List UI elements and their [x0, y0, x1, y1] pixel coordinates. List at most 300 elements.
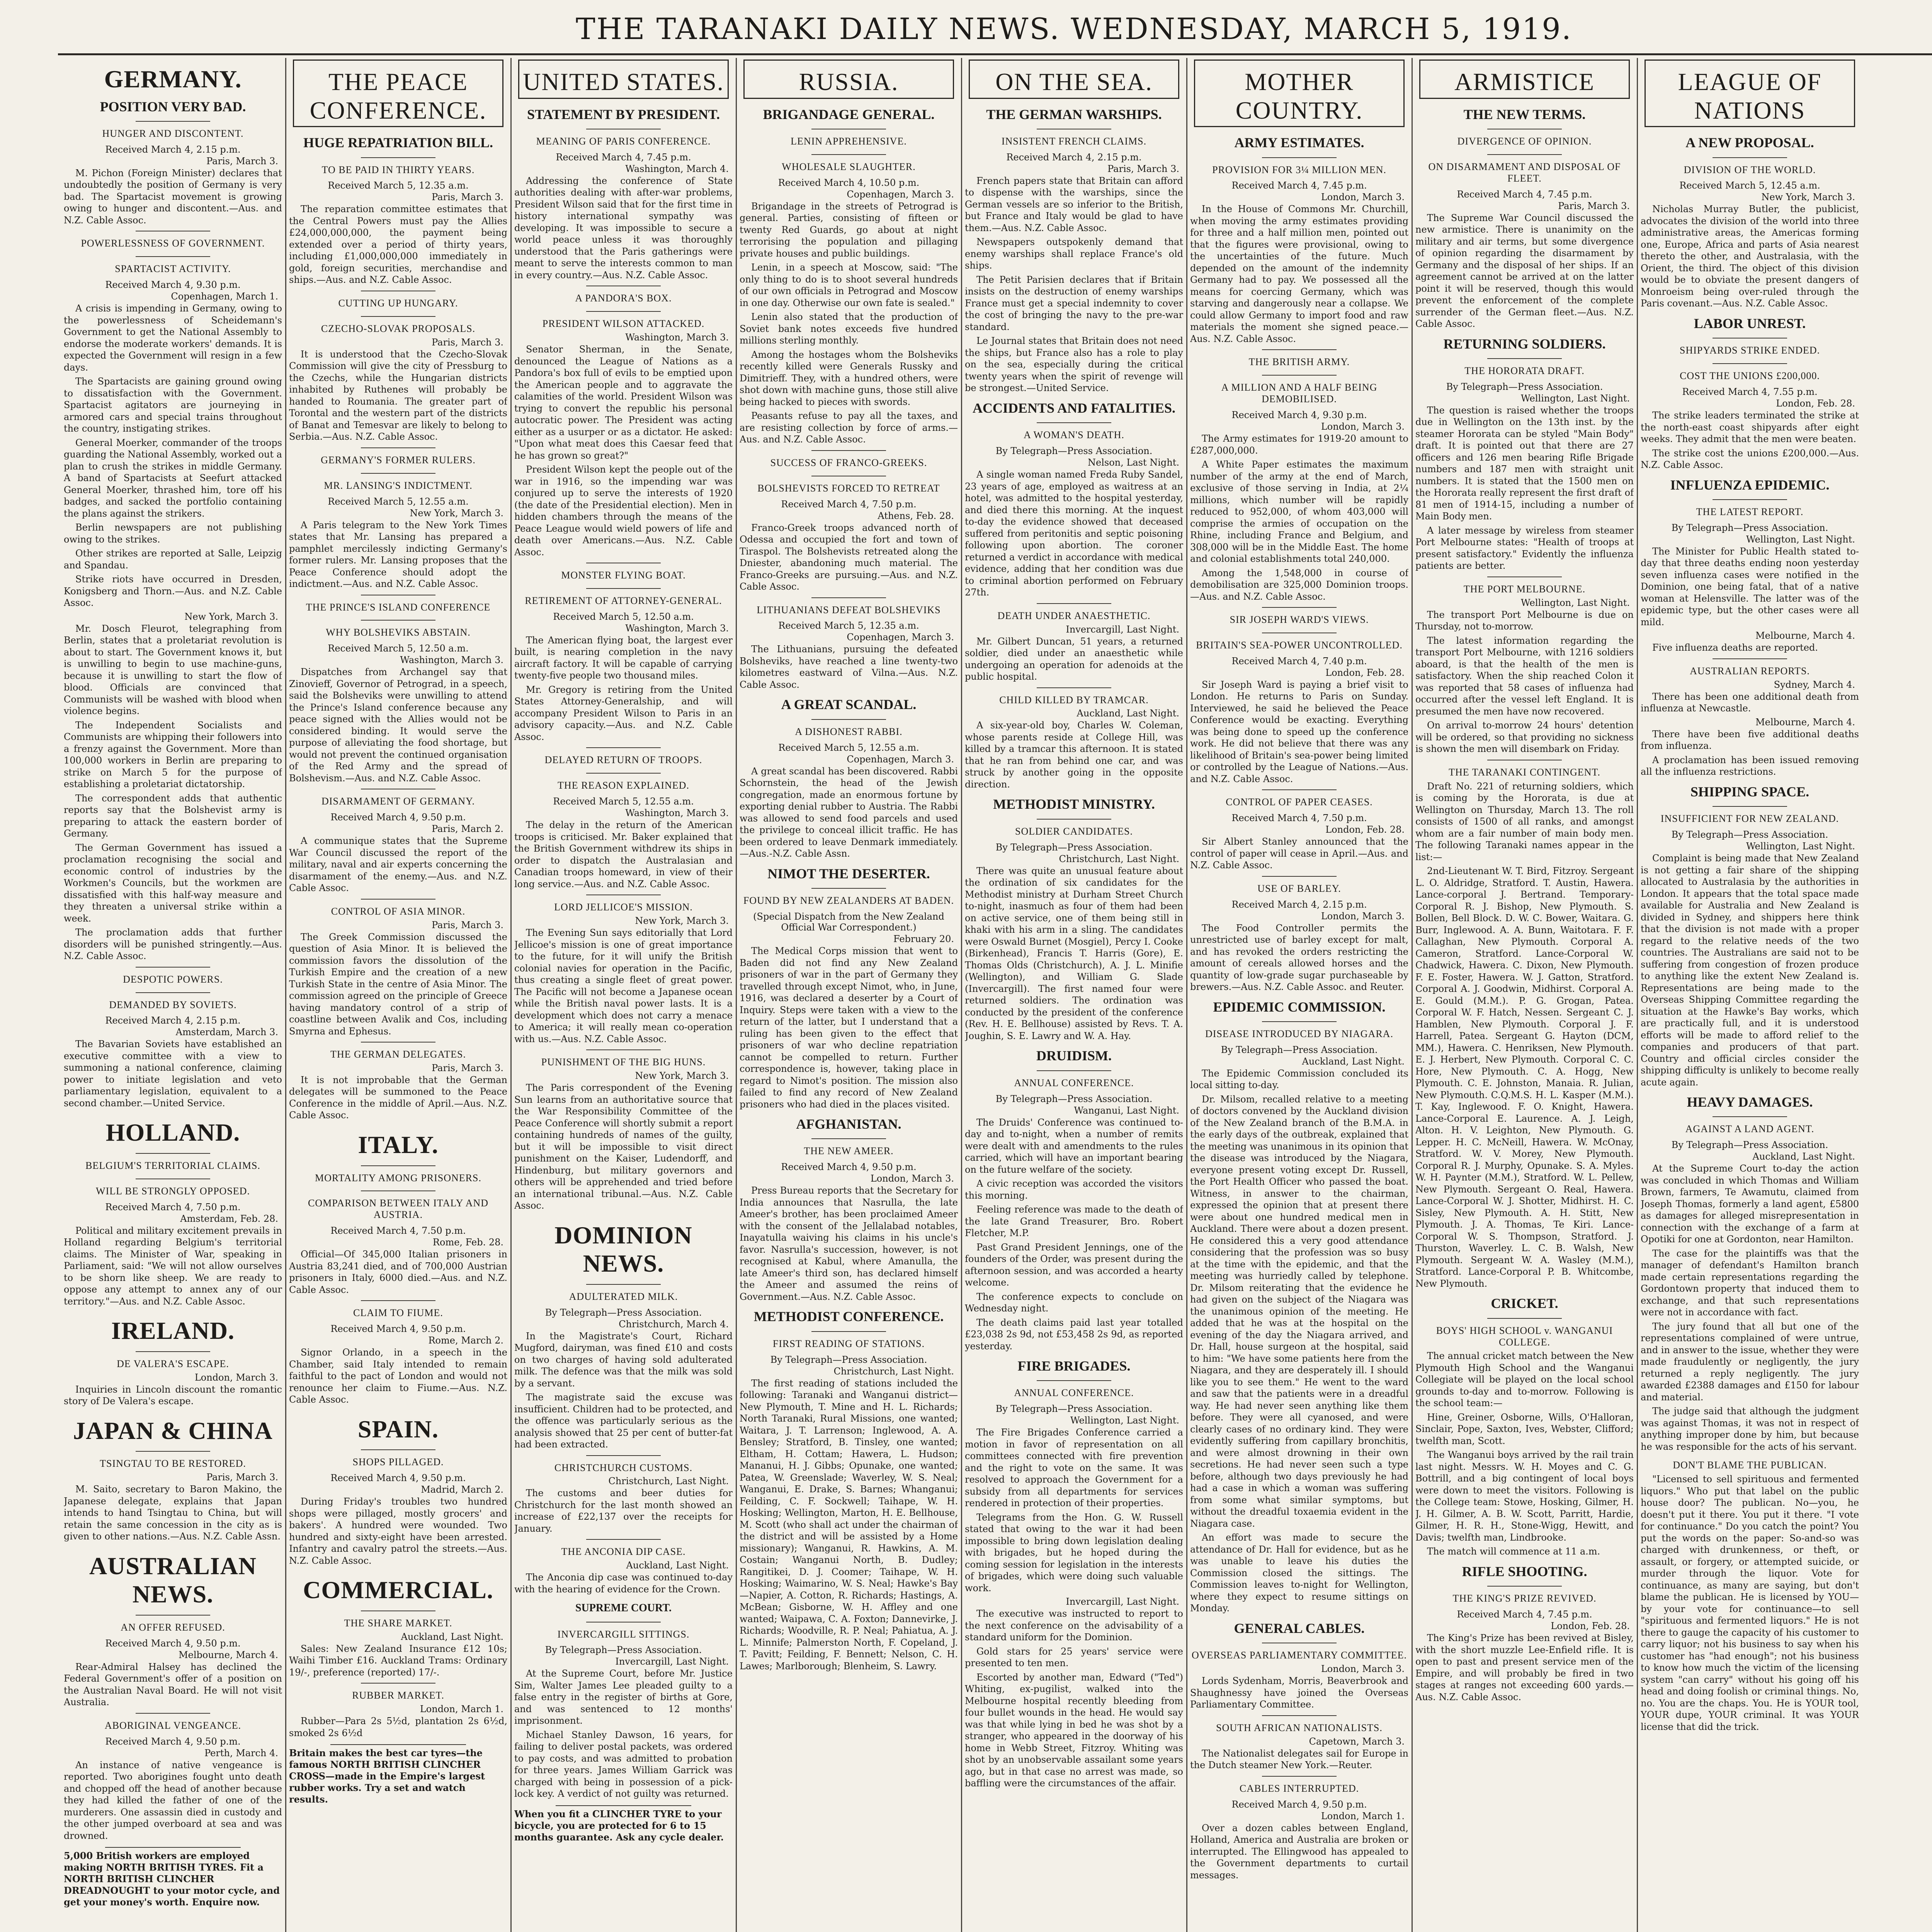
- section-heading: HEAVY DAMAGES.: [1687, 1094, 1813, 1110]
- article-paragraph: Addressing the conference of State authorities dealing with after-war problems, President Wilson said that for the first time in history international sympathy was developing. It was impossible to secure a world peace unless it was thoroughly understood that the Paris gatherings were meant to serve the interests common to man in every country.—Aus. N.Z. Cable Assoc.: [514, 175, 733, 281]
- article-paragraph: A communique states that the Supreme War Council discussed the report of the military, naval and air experts concerning the disarmament of the enemy.—Aus. and N.Z. Cable Assoc.: [289, 835, 507, 894]
- news-section: [289, 1569, 507, 1739]
- article-paragraph: Le Journal states that Britain does not need the ships, but France also has a role to play on the sea, especially during the critical twenty years when the spirit of revenge will be strongest.—United Service.: [965, 335, 1183, 394]
- column-rule: [961, 58, 962, 1932]
- dateline: Copenhagen, March 3.: [847, 753, 954, 765]
- article-paragraph: Official—Of 345,000 Italian prisoners in Austria 83,241 died, and of 700,000 Austrian prisoners in Italy, 6000 died.—Aus. and N.Z. Cable Assoc.: [289, 1249, 507, 1295]
- headline-divider: [1487, 154, 1561, 155]
- subheadline: ANNUAL CONFERENCE.: [1014, 1077, 1134, 1088]
- headline-divider: [1262, 1715, 1336, 1716]
- dateline: Auckland, Last Night.: [1752, 1151, 1855, 1162]
- headline-divider: [136, 1615, 210, 1616]
- subheadline: SOLDIER CANDIDATES.: [1015, 825, 1133, 837]
- received-line: Received March 4, 7.45 p.m.: [1457, 1609, 1592, 1620]
- article-paragraph: In the Magistrate's Court, Richard Mugford, dairyman, was fined £10 and costs on two charges of having sold adulterated milk. The defence was that the milk was sold by a servant.: [514, 1330, 733, 1389]
- received-line: Received March 4, 9.50 p.m.: [781, 1162, 917, 1173]
- headline-divider: [136, 967, 210, 968]
- dateline: Invercargill, Last Night.: [1066, 624, 1179, 635]
- article-paragraph: The Epidemic Commission concluded its local sitting to-day.: [1190, 1068, 1408, 1091]
- received-line: Received March 5, 12.35 a.m.: [778, 620, 919, 631]
- dateline: New York, March 3.: [410, 507, 503, 519]
- article-paragraph: At the Supreme Court, before Mr. Justice Sim, Walter James Lee pleaded guilty to a false entry in the register of births at Gore, and was sentenced to 12 months' imprisonment.: [514, 1668, 733, 1726]
- article-paragraph: The transport Port Melbourne is due on Thursday, not to-morrow.: [1415, 609, 1634, 632]
- headline-divider: [361, 1190, 435, 1191]
- section-heading: IRELAND.: [111, 1317, 235, 1345]
- subheadline: POWERLESSNESS OF GOVERNMENT.: [81, 238, 265, 249]
- news-section: [1641, 1090, 1859, 1452]
- dateline: Copenhagen, March 1.: [171, 291, 278, 302]
- column-rule: [1186, 58, 1187, 1932]
- received-line: Received March 4, 2.15 p.m.: [105, 1015, 241, 1026]
- news-section: [965, 60, 1183, 394]
- subheadline: FIRST READING OF STATIONS.: [772, 1338, 925, 1349]
- article-paragraph: The Minister for Public Health stated to-day that three deaths ending noon yesterday seven influenza cases were notified in the Dominion, one being fatal, that of a native woman at Helensville. The latter was of the epidemic type, but the other cases were all mild.: [1641, 546, 1859, 628]
- section-heading: HOLLAND.: [105, 1119, 240, 1146]
- subheadline: THE KING'S PRIZE REVIVED.: [1452, 1593, 1597, 1604]
- masthead-rule: [58, 53, 1932, 55]
- headline-divider: [1262, 1021, 1336, 1022]
- subheadline: COMPARISON BETWEEN ITALY AND AUSTRIA.: [308, 1197, 488, 1221]
- headline-divider: [811, 154, 886, 155]
- advertisement: When you fit a CLINCHER TYRE to your bicycle, you are protected for 6 to 15 months guarantee. Ask any cycle dealer.: [514, 1808, 724, 1843]
- subheadline: MEANING OF PARIS CONFERENCE.: [536, 135, 711, 147]
- article-paragraph: The customs and beer duties for Christchurch for the last month showed an increase of £22,137 over the receipts for January.: [514, 1488, 733, 1534]
- news-section: [1641, 780, 1859, 1088]
- news-section: [1190, 60, 1408, 993]
- dateline: Paris, March 3.: [432, 919, 503, 930]
- dateline: Invercargill, Last Night.: [1066, 1596, 1179, 1607]
- article-paragraph: An effort was made to secure the attendance of Dr. Hall for evidence, but as he was unable to leave his duties the Commission closed the sittings. The Commission leaves to-night for Wellington, where they expect to resume sittings on Monday.: [1190, 1532, 1408, 1614]
- byline: By Telegraph—Press Association.: [1671, 829, 1828, 840]
- news-section: [64, 1310, 282, 1407]
- advertisement: 5,000 British workers are employed making NORTH BRITISH TYRES. Fit a NORTH BRITISH CLINCHER DREADNOUGHT to your motor cycle, and get your money's worth. Enquire now.: [64, 1850, 280, 1908]
- byline: By Telegraph—Press Association.: [1221, 1044, 1378, 1055]
- article-paragraph: Signor Orlando, in a speech in the Chamber, said Italy intended to remain faithful to the pact of London and would not renounce her claim to Fiume.—Aus. N.Z. Cable Assoc.: [289, 1347, 507, 1405]
- article-paragraph: Press Bureau reports that the Secretary for India announces that Nasrulla, the late Ameer's brother, has been proclaimed Ameer with the consent of the Jellalabad notables, Inayatulla waiving his claims in his uncle's favor. Nasrulla's succession, however, is not recognised at Kabul, where Amanulla, the late Ameer's third son, has declared himself the Ameer and assumed the reins of Government.—Aus. N.Z. Cable Assoc.: [740, 1185, 958, 1302]
- subheadline: USE OF BARLEY.: [1257, 883, 1341, 894]
- section-heading: UNITED STATES.: [518, 60, 729, 99]
- received-line: Received March 4, 7.55 p.m.: [1682, 386, 1818, 398]
- section-heading: RETURNING SOLDIERS.: [1443, 336, 1606, 352]
- article-paragraph: President Wilson kept the people out of the war in 1916, so the impending war was conjured up to serve the interests of 1920 (the date of the Presidential election). Men in hidden chambers through the means of the Peace League would wield powers of life and death over Americans.—Aus. N.Z. Cable Assoc.: [514, 464, 733, 558]
- section-heading: ON THE SEA.: [969, 60, 1179, 99]
- news-section: [64, 1545, 282, 1842]
- headline-divider: [1262, 157, 1336, 158]
- news-section: [965, 396, 1183, 791]
- subheadline: RUBBER MARKET.: [352, 1690, 444, 1701]
- article-paragraph: Complaint is being made that New Zealand is not getting a fair share of the shipping allocated to Australasia by the authorities in London. It appears that the total space made available for Australia and New Zealand is divided in Sydney, and shippers here think that the division is not made with a proper regard to the relative needs of the two countries. The Australians are said not to be suffering from congestion of frozen produce to anything like the extent New Zealand is. Representations are being made to the Overseas Shipping Committee regarding the situation at the Hawke's Bay works, which are practically full, and it is understood efforts will be made to afford relief to the companies and producers of that part. Country and official circles consider the shipping difficulty is unlikely to become really acute again.: [1641, 853, 1859, 1088]
- article-paragraph: A White Paper estimates the maximum number of the army at the end of March, exclusive of those serving in India, at 2¼ millions, which number will be rapidly reduced to 952,000, of whom 403,000 will comprise the armies of occupation on the Rhine, including France and Belgium, and 308,000 will be in the Middle East. The home and colonial establishments total 240,000.: [1190, 459, 1408, 565]
- section-heading: A GREAT SCANDAL.: [781, 697, 917, 713]
- section-heading: SPAIN.: [357, 1415, 439, 1443]
- article-paragraph: The proclamation adds that further disorders will be punished stringently.—Aus. N.Z. Cable Assoc.: [64, 927, 282, 962]
- article-paragraph: Mr. Dosch Fleurot, telegraphing from Berlin, states that a proletariat revolution is about to start. The Government knows it, but is unwilling to begin to use machine-guns, because it is unwilling to start the flow of blood. Officials are convinced that Communists will be washed with blood when violence begins.: [64, 623, 282, 717]
- article-paragraph: Lords Sydenham, Morris, Beaverbrook and Shaughnessy have joined the Overseas Parliamentary Committee.: [1190, 1675, 1408, 1710]
- news-section: [965, 1044, 1183, 1352]
- dateline: Washington, March 4.: [625, 163, 729, 174]
- article-paragraph: Gold stars for 25 years' service were presented to ten men.: [965, 1646, 1183, 1669]
- subheadline: DIVISION OF THE WORLD.: [1684, 164, 1816, 175]
- subheadline: LENIN APPREHENSIVE.: [791, 135, 907, 147]
- received-line: Received March 5, 12.55 a.m.: [778, 742, 919, 753]
- subheadline: SUPREME COURT.: [575, 1602, 672, 1614]
- headline-divider: [1262, 789, 1336, 790]
- article-paragraph: At the Supreme Court to-day the action was concluded in which Thomas and William Brown, farmers, Te Awamutu, claimed from Joseph Thomas, formerly a land agent, £5800 as damages for alleged misrepresentation in connection with the exchange of a farm at Opotiki for one at Gordonton, near Hamilton.: [1641, 1163, 1859, 1245]
- subheadline: WHOLESALE SLAUGHTER.: [782, 161, 916, 172]
- article-paragraph: M. Pichon (Foreign Minister) declares that undoubtedly the position of Germany is very bad. The Spartacist movement is growing owing to hunger and discontent.—Aus. and N.Z. Cable Assoc.: [64, 167, 282, 226]
- section-heading: SHIPPING SPACE.: [1690, 784, 1810, 799]
- subheadline: THE TARANAKI CONTINGENT.: [1449, 766, 1600, 778]
- received-line: Received March 5, 12.50 a.m.: [328, 643, 469, 654]
- subheadline: HUNGER AND DISCONTENT.: [102, 128, 244, 139]
- headline-divider: [1713, 1116, 1787, 1117]
- byline: By Telegraph—Press Association.: [995, 446, 1153, 457]
- dateline: Sydney, March 4.: [1774, 679, 1855, 690]
- subheadline: A MILLION AND A HALF BEING DEMOBILISED.: [1221, 382, 1378, 405]
- subheadline: CABLES INTERRUPTED.: [1239, 1782, 1359, 1794]
- headline-divider: [136, 1713, 210, 1714]
- headline-divider: [136, 1351, 210, 1352]
- news-section: [1415, 60, 1634, 330]
- headline-divider: [361, 1165, 435, 1166]
- byline: By Telegraph—Press Association.: [1446, 381, 1603, 392]
- column-7: [1415, 58, 1634, 1932]
- article-paragraph: Among the hostages whom the Bolsheviks recently killed were Generals Russky and Dimitrieff. They, with a hundred others, were shot down with machine guns, those still alive being hacked to pieces with swords.: [740, 349, 958, 407]
- section-heading: RUSSIA.: [743, 60, 954, 99]
- column-1: [64, 58, 282, 1932]
- article-paragraph: Over a dozen cables between England, Holland, America and Australia are broken or interrupted. The Ellingwood has appealed to the Government departments to curtail messages.: [1190, 1822, 1408, 1881]
- article-paragraph: The executive was instructed to report to the next conference on the advisability of a standard uniform for the Dominion.: [965, 1608, 1183, 1643]
- dateline: Paris, March 2.: [432, 823, 503, 835]
- byline: By Telegraph—Press Association.: [995, 1093, 1153, 1104]
- subheadline: CUTTING UP HUNGARY.: [338, 297, 458, 309]
- masthead: [62, 9, 1932, 51]
- article-paragraph: The Nationalist delegates sail for Europe in the Dutch steamer New York.—Reuter.: [1190, 1748, 1408, 1771]
- article-paragraph: The German Government has issued a proclamation recognising the social and economic control of industries by the Workmen's Councils, but the workmen are dissatisfied with this half-way measure and they threaten a universal strike within a week.: [64, 842, 282, 924]
- headline-divider: [586, 747, 660, 748]
- news-section: [965, 1354, 1183, 1789]
- column-3: [514, 58, 733, 1932]
- article-paragraph: There have been five additional deaths from influenza.: [1641, 728, 1859, 752]
- article-paragraph: There has been one additional death from influenza at Newcastle.: [1641, 691, 1859, 714]
- subheadline: AGAINST A LAND AGENT.: [1685, 1123, 1815, 1135]
- received-line: Received March 4, 7.40 p.m.: [1231, 655, 1367, 667]
- subheadline: THE LATEST REPORT.: [1696, 506, 1804, 518]
- dateline: Wellington, Last Night.: [1520, 393, 1630, 404]
- article-paragraph: Sales: New Zealand Insurance £12 10s; Waihi Timber £16. Auckland Trams: Ordinary 19/-, preference (reported) 17/-.: [289, 1643, 507, 1678]
- dateline: Wellington, Last Night.: [1746, 534, 1855, 545]
- received-line: Received March 4, 9.50 p.m.: [1231, 1799, 1367, 1810]
- received-line: Received March 4, 7.45 p.m.: [1231, 180, 1367, 191]
- advertisement: Britain makes the best car tyres—the famous NORTH BRITISH CLINCHER CROSS—made in the Empire's largest rubber works. Try a set and watch results.: [289, 1747, 485, 1805]
- subheadline: ADULTERATED MILK.: [569, 1291, 678, 1302]
- article-paragraph: The death claims paid last year totalled £23,038 2s 9d, not £53,458 2s 9d, as reported yesterday.: [965, 1317, 1183, 1352]
- section-heading: DOMINION NEWS.: [554, 1221, 692, 1277]
- article-paragraph: Sir Joseph Ward is paying a brief visit to London. He returns to Paris on Sunday. Interviewed, he said he believed the Peace Conference would be exacting. Everything was being done to speed up the conference work. He did not believe that there was any likelihood of Britain's sea-power being limited or controlled by the League of Nations.—Aus. and N.Z. Cable Assoc.: [1190, 679, 1408, 784]
- news-section: [64, 1410, 282, 1543]
- dateline: Auckland, Last Night.: [1302, 1056, 1405, 1067]
- dateline: Invercargill, Last Night.: [615, 1656, 729, 1667]
- article-paragraph: The Petit Parisien declares that if Britain insists on the destruction of enemy warships France must get a special indemnity to cover the cost of bringing the navy to the pre-war standard.: [965, 274, 1183, 332]
- headline-divider: [361, 899, 435, 900]
- headline-divider: [1487, 1318, 1561, 1319]
- dateline: Melbourne, March 4.: [1755, 716, 1855, 728]
- article-paragraph: The Paris correspondent of the Evening Sun learns from an authoritative source that the War Responsibility Committee of the Peace Conference will shortly submit a report containing hundreds of names of the guilty, but it will be impossible to visit direct punishment on the Kaiser, Ludendorff, and Hindenburg, but military governors and others will be apprehended and tried before an international tribunal.—Aus. N.Z. Cable Assoc.: [514, 1082, 733, 1211]
- section-heading: FIRE BRIGADES.: [1017, 1358, 1131, 1374]
- article-paragraph: It is understood that the Czecho-Slovak Commission will give the city of Pressburg to the Czechs, while the Hungarian districts inhabited by Ruthenes will probably be handed to Roumania. The greater part of Torontal and the western part of the districts of Banat and Temesvar are likely to belong to Serbia.—Aus. N.Z. Cable Assoc.: [289, 349, 507, 442]
- headline-divider: [361, 1683, 435, 1684]
- section-heading: THE PEACE CONFERENCE.: [293, 60, 503, 127]
- dateline: London, March 3.: [870, 1173, 954, 1184]
- subheadline: ABORIGINAL VENGEANCE.: [104, 1719, 242, 1731]
- headline-divider: [361, 1449, 435, 1450]
- headline-divider: [136, 121, 210, 122]
- dateline: New York, March 3.: [1761, 192, 1855, 203]
- article-paragraph: The Anconia dip case was continued to-day with the hearing of evidence for the Crown.: [514, 1572, 733, 1595]
- headline: THE NEW TERMS.: [1463, 106, 1586, 122]
- subheadline: BOLSHEVISTS FORCED TO RETREAT: [757, 482, 940, 494]
- headline-divider: [1037, 1070, 1111, 1071]
- news-section: [1641, 60, 1859, 310]
- dateline: Rome, March 2.: [428, 1335, 503, 1346]
- article-paragraph: Lenin, in a speech at Moscow, said: "The only thing to do is to shoot several hundreds of our own officials in Petrograd and Moscow in one day. Otherwise our own fate is sealed.": [740, 262, 958, 308]
- article-paragraph: The conference expects to conclude on Wednesday night.: [965, 1291, 1183, 1314]
- subheadline: THE BRITISH ARMY.: [1248, 356, 1350, 368]
- dateline: New York, March 3.: [184, 611, 278, 622]
- article-paragraph: On arrival to-morrow 24 hours' detention will be ordered, so that providing no sickness is shown the men will disembark on Friday.: [1415, 720, 1634, 755]
- article-paragraph: A later message by wireless from steamer Port Melbourne states: "Health of troops at present satisfactory." Evidently the influenza patients are better.: [1415, 525, 1634, 571]
- subheadline: THE HORORATA DRAFT.: [1464, 365, 1585, 377]
- article-paragraph: In the House of Commons Mr. Churchill, when moving the army estimates providing for three and a half million men, pointed out that the figures were provisional, owing to the uncertainties of the future. Much depended on the amount of the indemnity Germany had to pay. We possessed all the means for coercing Germany, which was starving and dangerously near a collapse. We could allow Germany to import food and raw materials the moment she signed peace.—Aus. N.Z. Cable Assoc.: [1190, 204, 1408, 344]
- article-paragraph: The annual cricket match between the New Plymouth High School and the Wanganui Collegiate will be played on the local school grounds to-day and to-morrow. Following is the school team:—: [1415, 1350, 1634, 1409]
- subheadline: DISEASE INTRODUCED BY NIAGARA.: [1205, 1028, 1393, 1040]
- news-section: [1641, 473, 1859, 778]
- article-paragraph: The Independent Socialists and Communists are whipping their followers into a frenzy against the Government. More than 100,000 workers in Berlin are preparing to strike on March 5 for the purpose of establishing a proletariat dictatorship.: [64, 719, 282, 790]
- news-section: [289, 1124, 507, 1406]
- column-rule: [510, 58, 512, 1932]
- subheadline: ANNUAL CONFERENCE.: [1014, 1387, 1134, 1399]
- article-paragraph: Sir Albert Stanley announced that the control of paper will cease in April.—Aus. and N.Z. Cable Assoc.: [1190, 836, 1408, 871]
- subheadline: THE PORT MELBOURNE.: [1463, 583, 1586, 595]
- dateline: Perth, March 4.: [204, 1747, 278, 1759]
- received-line: Received March 4, 7.50 p.m.: [1231, 813, 1367, 824]
- article-paragraph: The reparation committee estimates that the Central Powers must pay the Allies £24,000,000,000, the payment being extended over a period of thirty years, including £1,000,000,000 immediately in gold, foreign securities, merchandise and ships.—Aus. and N.Z. Cable Assoc.: [289, 204, 507, 286]
- subheadline: SHOPS PILLAGED.: [352, 1456, 444, 1468]
- news-section: [740, 693, 958, 859]
- headline-divider: [586, 1284, 660, 1285]
- dateline: New York, March 3.: [635, 1070, 729, 1081]
- dateline: Paris, March 3.: [432, 192, 503, 203]
- article-paragraph: Inquiries in Lincoln discount the romantic story of De Valera's escape.: [64, 1384, 282, 1407]
- news-section: [289, 60, 507, 1121]
- article-paragraph: The Bavarian Soviets have established an executive committee with a view to summoning a national conference, claiming power to initiate legislation and veto parliamentary legislation, equivalent to a second chamber.—United Service.: [64, 1039, 282, 1109]
- headline-divider: [586, 311, 660, 312]
- subheadline: CHRISTCHURCH CUSTOMS.: [554, 1462, 693, 1473]
- dateline: Melbourne, March 4.: [1755, 630, 1855, 641]
- article-paragraph: The Fire Brigades Conference carried a motion in favor of representation on all committees connected with fire prevention and the right to vote on the same. It was resolved to approach the Government for a subsidy from all departments for services rendered in protection of their properties.: [965, 1427, 1183, 1509]
- article-paragraph: Other strikes are reported at Salle, Leipzig and Spandau.: [64, 548, 282, 571]
- received-line: Received March 5, 12.50 a.m.: [553, 611, 694, 622]
- news-section: [965, 793, 1183, 1042]
- headline-divider: [586, 1455, 660, 1456]
- section-heading: NIMOT THE DESERTER.: [767, 866, 930, 881]
- headline-divider: [1487, 1586, 1561, 1587]
- subheadline: BOYS' HIGH SCHOOL v. WANGANUI COLLEGE.: [1436, 1325, 1613, 1348]
- advert-divider: [330, 1744, 466, 1745]
- article-paragraph: General Moerker, commander of the troops guarding the National Assembly, worked out a plan to crush the strikes in middle Germany. A band of Spartacists at Seefurt attacked General Moerker, thrashed him, tore off his badges, and sacked the portfolio containing the plans against the strikers.: [64, 437, 282, 519]
- news-section: [740, 862, 958, 1110]
- section-heading: AUSTRALIAN NEWS.: [89, 1552, 257, 1608]
- article-paragraph: Mr. Gilbert Duncan, 51 years, a returned soldier, died under an anaesthetic while undergoing an operation for adenoids at the public hospital.: [965, 636, 1183, 682]
- column-rule: [1637, 58, 1638, 1932]
- headline-divider: [136, 256, 210, 257]
- received-line: Received March 5, 12.55 a.m.: [328, 496, 469, 507]
- column-rule: [1412, 58, 1413, 1932]
- article-paragraph: Among the 1,548,000 in course of demobilisation are 325,000 Dominion troops.—Aus. and N.Z. Cable Assoc.: [1190, 567, 1408, 602]
- headline-divider: [1713, 658, 1787, 659]
- headline: THE GERMAN WARSHIPS.: [986, 106, 1162, 122]
- dateline: Nelson, Last Night.: [1088, 457, 1179, 468]
- subheadline: MORTALITY AMONG PRISONERS.: [315, 1172, 481, 1184]
- dateline: London, March 1.: [1321, 1810, 1405, 1821]
- subheadline: THE REASON EXPLAINED.: [558, 780, 689, 791]
- subheadline: DE VALERA'S ESCAPE.: [117, 1358, 229, 1369]
- news-section: [740, 1305, 958, 1672]
- article-paragraph: An instance of native vengeance is reported. Two aborigines fought unto death and chopped off the head of another because they had killed the father of one of the murderers. One assassin died in custody and the other jumped overboard at sea and was drowned.: [64, 1759, 282, 1841]
- byline: By Telegraph—Press Association.: [995, 1403, 1153, 1415]
- column-rule: [736, 58, 737, 1932]
- column-5: [965, 58, 1183, 1932]
- subheadline: FOUND BY NEW ZEALANDERS AT BADEN.: [743, 895, 954, 906]
- article-paragraph: The Army estimates for 1919-20 amount to £287,000,000.: [1190, 433, 1408, 456]
- dateline: Washington, March 3.: [625, 808, 729, 819]
- headline-divider: [811, 597, 886, 598]
- article-paragraph: Political and military excitement prevails in Holland regarding Belgium's territorial claims. The Minister of War, speaking in Parliament, said: "We will not allow ourselves to be shorn like sheep. We are ready to oppose any attempt to annex any of our territory."—Aus. and N.Z. Cable Assoc.: [64, 1225, 282, 1307]
- subheadline: AUSTRALIAN REPORTS.: [1690, 665, 1810, 677]
- article-paragraph: A six-year-old boy, Charles W. Coleman, whose parents reside at College Hill, was killed by a tramcar this afternoon. It is stated that he ran from behind one car, and was struck by another going in the opposite direction.: [965, 720, 1183, 790]
- headline-divider: [1037, 422, 1111, 423]
- headline: STATEMENT BY PRESIDENT.: [527, 106, 720, 122]
- headline-divider: [1713, 363, 1787, 364]
- article-paragraph: The Greek Commission discussed the question of Asia Minor. It is believed the commission favors the dissolution of the Turkish Empire and the creation of a new Turkish State in the centre of Asia Minor. The commission agreed on the principle of Greece having mandatory control of a strip of coastline between Avalik and Cos, including Smyrna and Ephesus.: [289, 931, 507, 1037]
- subheadline: INSUFFICIENT FOR NEW ZEALAND.: [1660, 813, 1839, 825]
- subheadline: DELAYED RETURN OF TROOPS.: [544, 754, 702, 766]
- article-paragraph: The strike leaders terminated the strike at the north-east coast shipyards after eight weeks. They admit that the men were beaten.: [1641, 410, 1859, 445]
- received-line: Received March 4, 9.50 p.m.: [330, 1323, 466, 1335]
- headline-divider: [1262, 607, 1336, 608]
- subheadline: GERMANY'S FORMER RULERS.: [321, 454, 476, 466]
- subheadline: DEMANDED BY SOVIETS.: [109, 999, 237, 1010]
- headline-divider: [586, 1049, 660, 1050]
- headline-divider: [136, 992, 210, 993]
- news-section: [1641, 1455, 1859, 1733]
- dateline: Paris, March 3.: [1558, 200, 1630, 211]
- headline-divider: [811, 888, 886, 889]
- subheadline: THE PRINCE'S ISLAND CONFERENCE: [306, 601, 491, 613]
- section-heading: ARMISTICE: [1419, 60, 1630, 99]
- article-paragraph: The American flying boat, the largest ever built, is nearing completion in the navy aircraft factory. It will be capable of carrying twenty-five people two thousand miles.: [514, 634, 733, 681]
- subheadline: A DISHONEST RABBI.: [795, 726, 903, 737]
- section-heading: EPIDEMIC COMMISSION.: [1213, 999, 1386, 1015]
- article-paragraph: Strike riots have occurred in Dresden, Konigsberg and Thorn.—Aus. and N.Z. Cable Assoc.: [64, 574, 282, 609]
- column-4: [740, 58, 958, 1932]
- subheadline: PRESIDENT WILSON ATTACKED.: [542, 318, 705, 330]
- dateline: Copenhagen, March 3.: [847, 632, 954, 643]
- article-paragraph: Dr. Milsom, recalled relative to a meeting of doctors convened by the Auckland division of the New Zealand branch of the B.M.A. in the early days of the outbreak, explained that the meeting was unanimous in its opinion that the disease was introduced by the Niagara, everyone present voting except Dr. Russell, the Port Health Officer who passed the boat. Witness, in answer to the chairman, expressed the opinion that at present there were about one hundred medical men in Auckland. There were about a dozen present. He considered this a very good attendance considering that the profession was so busy at the time with the epidemic, and that the meeting was hurriedly called by telephone. Dr. Milsom reiterating that the evidence he had given on the subject of the Niagara was the unanimous opinion of the meeting. He added that he was at the hospital on the evening of the day the Niagara arrived, and Dr. Hall, house surgeon at the hospital, said to him: "We have some patients here from the Niagara, and they are desperately ill. I should like you to see them." He went to the ward and saw that the patients were in a dreadful way. He had never seen anything like them before. They were all cyanosed, and were clearly cases of no ordinary kind. They were evidently suffering from capillary bronchitis, and were almost drowning in their own secretions. He had never seen such a type before, although two days previously he had had a case in which a woman was suffering from some what similar symptoms, but without the dreadful toxaemia evident in the Niagara case.: [1190, 1094, 1408, 1529]
- subheadline: WHY BOLSHEVIKS ABSTAIN.: [326, 627, 471, 638]
- headline-divider: [586, 1539, 660, 1540]
- received-line: Received March 4, 9.30 p.m.: [105, 279, 241, 291]
- subheadline: DIVERGENCE OF OPINION.: [1457, 135, 1592, 147]
- dateline: Rome, Feb. 28.: [432, 1237, 503, 1248]
- dateline: London, March 3.: [1321, 192, 1405, 203]
- article-paragraph: Michael Stanley Dawson, 16 years, for failing to deliver postal packets, was ordered to pay costs, and was admitted to probation for three years. James William Garrick was charged with being in possession of a pick-lock key. A verdict of not guilty was returned.: [514, 1729, 733, 1799]
- section-heading: CRICKET.: [1491, 1296, 1558, 1311]
- article-paragraph: The Evening Sun says editorially that Lord Jellicoe's mission is one of great importance to the future, for it will unify the British colonial navies for operation in the Pacific, thus creating a single fleet of great power. The Pacific will not become a Japanese ocean while the British naval power lasts. It is a development which does not carry a menace to America; it will really mean co-operation with us.—Aus. N.Z. Cable Assoc.: [514, 927, 733, 1044]
- headline-divider: [1037, 603, 1111, 604]
- headline-divider: [811, 719, 886, 720]
- article-paragraph: A proclamation has been issued removing all the influenza restrictions.: [1641, 754, 1859, 777]
- section-heading: GENERAL CABLES.: [1234, 1620, 1365, 1636]
- received-line: Received March 4, 2.15 p.m.: [105, 144, 241, 155]
- dateline: Wellington, Last Night.: [1520, 597, 1630, 608]
- article-paragraph: Dispatches from Archangel say that Zinovieff, Governor of Petrograd, in a speech, said the Bolsheviks were unwilling to attend the Prince's Island conference because any peace signed with the Allies would not be considered binding. It would serve the purpose of alleviating the food shortage, but would not prevent the continued organisation of the Red Army and the spread of Bolshevism.—Aus. and N.Z. Cable Assoc.: [289, 667, 507, 784]
- section-heading: GERMANY.: [104, 65, 242, 93]
- subheadline: CLAIM TO FIUME.: [353, 1307, 443, 1319]
- article-paragraph: Rubber—Para 2s 5½d, plantation 2s 6½d, smoked 2s 6½d: [289, 1716, 507, 1738]
- dateline: Paris, March 3.: [432, 337, 503, 348]
- subheadline: SUCCESS OF FRANCO-GREEKS.: [770, 457, 927, 468]
- received-line: Received March 4, 7.50 p.m.: [105, 1201, 241, 1213]
- section-heading: AFGHANISTAN.: [796, 1116, 901, 1132]
- received-line: Received March 4, 9.50 p.m.: [330, 1473, 466, 1484]
- article-paragraph: 2nd-Lieutenant W. T. Bird, Fitzroy. Sergeant L. O. Aldridge, Stratford. T. Austin, Hawera. Lance-corporal J. Bertrand. Temporary-Corporal R. J. Bishop, New Plymouth. S. Bollen, Bell Block. D. W. C. Bower, Waitara. G. Burr, Inglewood. A. A. Bunn, Waitotara. F. F. Callaghan, New Plymouth. Corporal A. Cameron, Stratford. Lance-Corporal W. Chadwick, Hawera. C. Dixon, New Plymouth. F. E. Foster, Hawera. W. J. Gatton, Stratford. Corporal A. J. Goodwin, Midhirst. Corporal A. E. Gould (M.M.). P. G. Grogan, Patea. Corporal W. F. Hatch, Nessen. Sergeant C. J. Hamblen, New Plymouth. Corporal J. F. Harrell, Patea. Sergeant G. Hayton (DCM, MM.), Hawera. C. Henriksen, New Plymouth. E. J. Herbert, New Plymouth. Corporal C. C. Hore, New Plymouth. C. A. Hogg, New Plymouth. C. E. Johnston, Manaia. R. Julian, New Plymouth. C.Q.M.S. H. L. Kasper (M.M.). T. Kay, Inglewood. F. O. Knight, Hawera. Lance-Corporal E. Laurence. A. J. Leigh, Alton. H. V. Leighton, New Plymouth. G. Lepper. H. C. McNeill, Hawera. W. McOnay, Stratford. W. V. Morey, New Plymouth. Corporal R. J. Murphy, Opunake. S. A. Myles. W. H. Paynter (M.M.), Stratford. W. L. Pellew, New Plymouth. Sergeant O. Real, Hawera. Lance-Corporal W. J. Shotter, Midhirst. H. C. Sisley, New Plymouth. A. H. Stitt, New Plymouth. J. A. Thomas, Te Kiri. Lance-Corporal W. S. Thompson, Stratford. J. Thurston, Waverley. L. C. B. Walsh, New Plymouth. Sergeant W. A. Wasley (M.M.), Stratford. Lance-Corporal P. B. Whitcombe, New Plymouth.: [1415, 866, 1634, 1289]
- headline-divider: [361, 473, 435, 474]
- subheadline: A PANDORA'S BOX.: [575, 293, 672, 304]
- byline: By Telegraph—Press Association.: [770, 1354, 927, 1365]
- article-paragraph: The King's Prize has been revived at Bisley, with the short muzzle Lee-Enfield rifle. It is open to past and present service men of the Empire, and will probably be fired in two stages at ranges not exceeding 600 yards.—Aus. N.Z. Cable Assoc.: [1415, 1633, 1634, 1702]
- subheadline: THE ANCONIA DIP CASE.: [561, 1546, 686, 1558]
- headline-divider: [361, 157, 435, 158]
- received-line: Received March 4, 2.15 p.m.: [1006, 151, 1142, 163]
- article-paragraph: The match will commence at 11 a.m.: [1427, 1546, 1600, 1557]
- subheadline: THE GERMAN DELEGATES.: [330, 1049, 466, 1060]
- headline-divider: [1037, 1380, 1111, 1381]
- byline: By Telegraph—Press Association.: [1671, 1139, 1828, 1151]
- subheadline: A WOMAN'S DEATH.: [1024, 429, 1124, 441]
- received-line: Received March 4, 7.45 p.m.: [556, 151, 691, 163]
- byline: By Telegraph—Press Association.: [1671, 522, 1828, 533]
- masthead-title: THE TARANAKI DAILY NEWS. WEDNESDAY, MARCH 5, 1919.: [576, 12, 1572, 46]
- dateline: London, Feb. 28.: [1551, 1621, 1630, 1632]
- dateline: Auckland, Last Night.: [401, 1631, 503, 1642]
- section-heading: DON'T BLAME THE PUBLICAN.: [1673, 1459, 1827, 1471]
- byline: By Telegraph—Press Association.: [995, 842, 1153, 853]
- article-paragraph: The question is raised whether the troops due in Wellington on the 13th inst. by the steamer Hororata can be styled "Main Body" draft. It is pointed out that there are 27 officers and 126 men bearing Rifle Brigade numbers and 187 men with straight unit numbers. It is stated that the 1500 men on the Hororata really represent the first draft of 81 men of 1914-15, including a number of Main Body men.: [1415, 405, 1634, 522]
- headline-divider: [361, 447, 435, 448]
- headline-divider: [361, 316, 435, 317]
- headline-divider: [1262, 349, 1336, 350]
- article-paragraph: Franco-Greek troops advanced north of Odessa and occupied the fort and town of Tiraspol. The Bolshevists retreated along the Dniester, abandoning much material. The Franco-Greeks are pursuing.—Aus. and N.Z. Cable Assoc.: [740, 522, 958, 592]
- section-heading: LEAGUE OF NATIONS: [1645, 60, 1855, 127]
- column-2: [289, 58, 507, 1932]
- news-section: [514, 1214, 733, 1800]
- article-paragraph: The first reading of stations included the following: Taranaki and Wanganui district—New Plymouth, T. Mine and H. L. Richards; North Taranaki, Rural Missions, one wanted; Waitara, J. T. Larrenson; Inglewood, A. A. Bensley; Stratford, B. Tinsley, one wanted; Eltham, H. Cottam; Hawera, L. Hudson; Mananui, H. J. Gibbs; Opunake, one wanted; Patea, W. Greenslade; Waverley, W. S. Neal; Wanganui, E. Drake, S. Barnes; Whanganui; Feilding, C. F. Sockwell; Taihape, W. H. Hosking; Wellington, Marton, H. E. Bellhouse, M. Scott (who shall act under the chairman of the district and will be assisted by a Home missionary); Wanganui, R. Hawkins, A. M. Costain; Wanganui North, B. Dudley; Rangitikei, D. J. Coomer; Taihape, W. H. Hosking; Waimarino, W. S. Neal; Hawke's Bay—Napier, A. Cotton, R. Richards; Hastings, A. McBean; Gisborne, W. H. Affley and one wanted; Waipawa, C. A. Foxton; Dannevirke, J. Richards; Woodville, R. P. Neal; Pahiatua, A. J. L. Minnife; Palmerston North, F. Copeland, J. T. Pavitt; Feilding, F. Bennett; Nelson, C. H. Lawes; Marlborough; Blenheim, S. Lawry.: [740, 1378, 958, 1672]
- article-paragraph: Senator Sherman, in the Senate, denounced the League of Nations as a Pandora's box full of evils to be emptied upon the American people and to aggravate the calamities of the world. President Wilson was trying to convert the republic his personal autocratic power. The President was acting either as a usurper or as a dictator. He asked: "Upon what meat does this Caesar feed that he has grown so great?": [514, 344, 733, 461]
- received-line: Received March 4, 9.50 p.m.: [105, 1638, 241, 1649]
- subheadline: AN OFFER REFUSED.: [121, 1621, 225, 1633]
- subheadline: ON DISARMAMENT AND DISPOSAL OF FLEET.: [1428, 161, 1621, 184]
